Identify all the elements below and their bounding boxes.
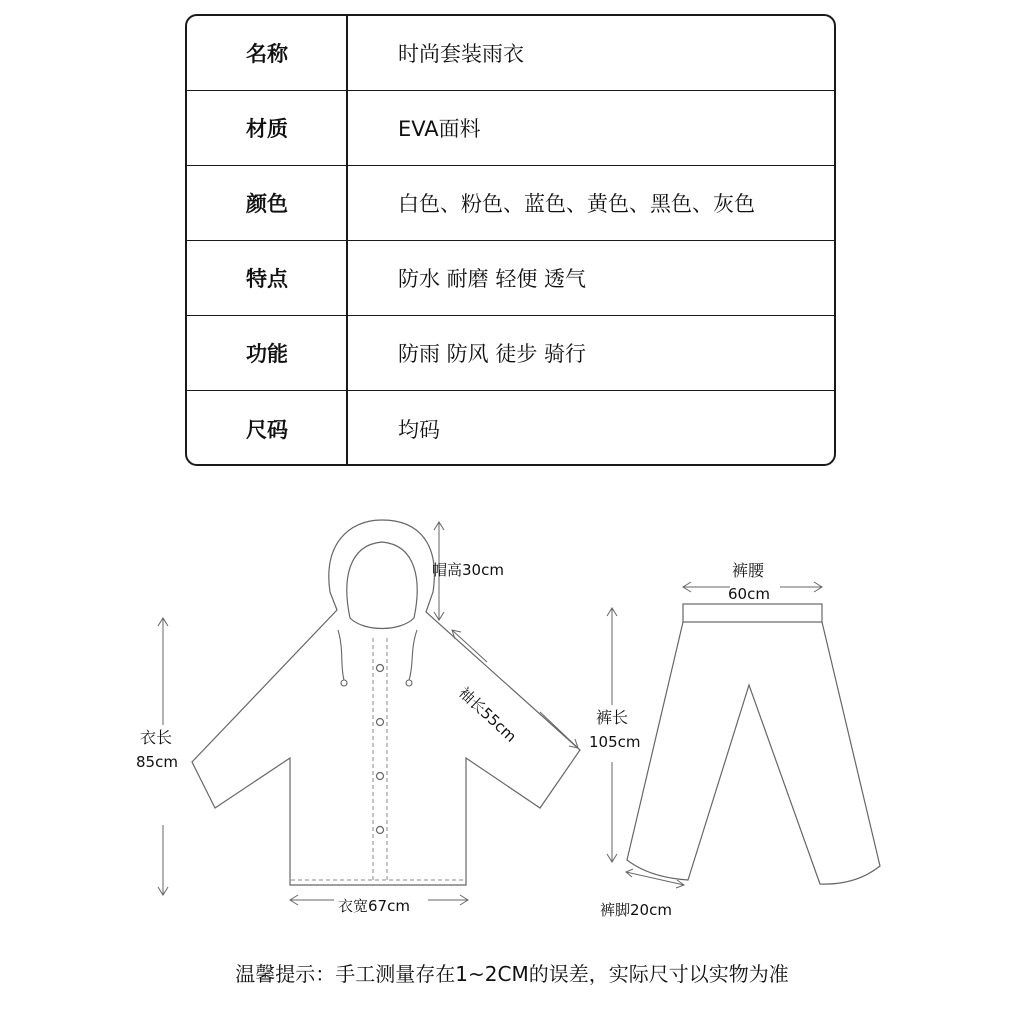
spec-label: 尺码: [246, 417, 288, 442]
size-diagram: [0, 500, 1024, 940]
spec-value: 防水 耐磨 轻便 透气: [398, 267, 587, 291]
size-diagram-drawing: [0, 500, 1024, 940]
spec-row-features: [187, 241, 834, 316]
spec-value: EVA面料: [398, 117, 481, 141]
spec-value: 时尚套装雨衣: [398, 42, 524, 66]
hood-height-label: 帽高30cm: [432, 561, 504, 579]
pants-length-label: 裤长: [596, 708, 629, 727]
spec-row-size: [187, 391, 834, 466]
coat-length-label: 衣长: [140, 728, 173, 747]
hood-drawstrings: [338, 630, 417, 686]
jacket-outline: [192, 520, 580, 885]
spec-label: 名称: [246, 42, 288, 66]
spec-label: 功能: [246, 342, 288, 366]
spec-value: 均码: [398, 417, 440, 442]
pants-length-value: 105cm: [589, 733, 641, 751]
pants-outline: [627, 604, 880, 884]
jacket-zipper: [291, 638, 465, 882]
spec-row-name: [187, 16, 834, 91]
spec-label: 特点: [246, 267, 288, 291]
waist-value: 60cm: [728, 585, 770, 603]
measurement-notice: 温馨提示：手工测量存在1~2CM的误差，实际尺寸以实物为准: [235, 962, 789, 986]
coat-width-label: 衣宽67cm: [338, 897, 410, 915]
cuff-label: 裤脚20cm: [600, 901, 672, 919]
coat-length-value: 85cm: [136, 753, 178, 771]
spec-value: 白色、粉色、蓝色、黄色、黑色、灰色: [398, 192, 755, 216]
spec-table: [185, 14, 836, 466]
jacket-buttons: [377, 665, 384, 834]
spec-row-function: [187, 316, 834, 391]
spec-row-material: [187, 91, 834, 166]
spec-row-color: [187, 166, 834, 241]
spec-label: 材质: [246, 117, 288, 141]
spec-value: 防雨 防风 徒步 骑行: [398, 342, 587, 366]
spec-label: 颜色: [246, 192, 288, 216]
sleeve-length-label: 袖长55cm: [455, 683, 520, 746]
waist-label: 裤腰: [732, 561, 765, 580]
